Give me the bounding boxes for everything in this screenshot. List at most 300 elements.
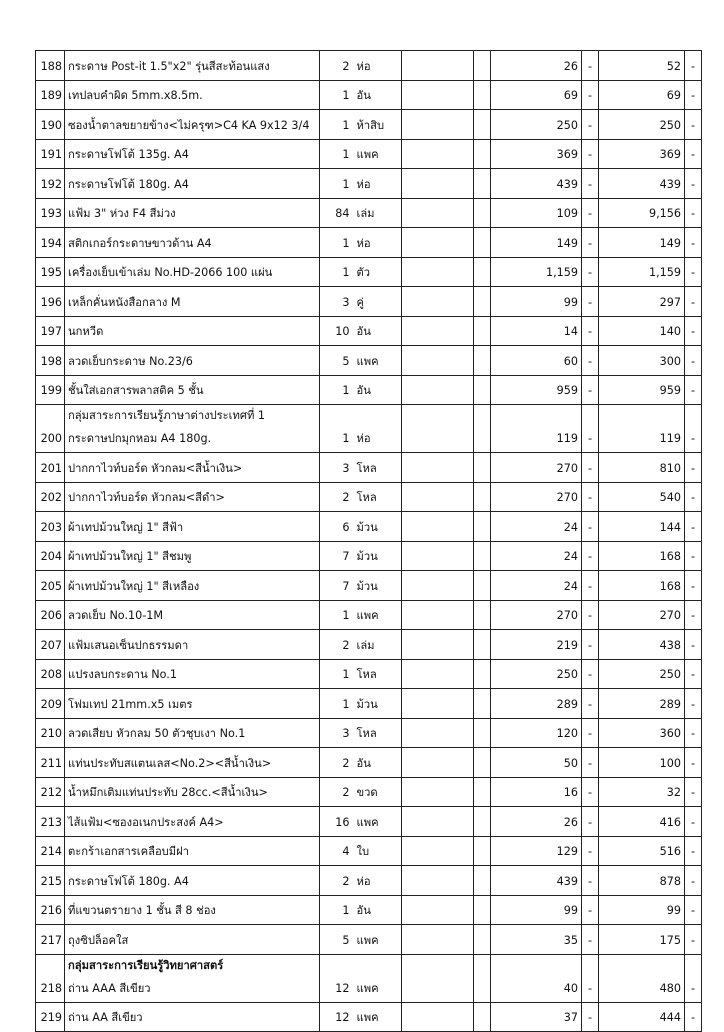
total-satang-cell: - — [685, 718, 702, 748]
quantity-cell: 1 — [320, 405, 354, 453]
unit-cell: แพค — [354, 600, 402, 630]
total-satang-cell: - — [685, 541, 702, 571]
item-description-cell — [65, 571, 320, 601]
empty-cell — [474, 110, 491, 140]
item-description-cell — [65, 228, 320, 258]
unit-price-cell: 270 — [491, 600, 582, 630]
table-row — [36, 600, 702, 630]
unit-price-cell: 16 — [491, 777, 582, 807]
item-number-cell: 204 — [36, 541, 65, 571]
unit-price-cell: 24 — [491, 512, 582, 542]
unit-cell: ตัว — [354, 257, 402, 287]
unit-cell: อัน — [354, 748, 402, 778]
empty-cell — [402, 748, 474, 778]
empty-cell — [474, 375, 491, 405]
total-satang-cell: - — [685, 51, 702, 81]
empty-cell — [474, 80, 491, 110]
table-row — [36, 80, 702, 110]
quantity-cell: 1 — [320, 169, 354, 199]
table-row — [36, 895, 702, 925]
unit-price-cell: 119 — [491, 405, 582, 453]
item-number-cell: 202 — [36, 482, 65, 512]
table-row — [36, 777, 702, 807]
item-description-cell — [65, 718, 320, 748]
item-description: เทปลบคำผิด 5mm.x8.5m. — [68, 89, 203, 102]
item-description-cell — [65, 512, 320, 542]
total-price-cell: 32 — [599, 777, 685, 807]
unit-cell: ห้าสิบ — [354, 110, 402, 140]
total-price-cell: 416 — [599, 807, 685, 837]
total-price-cell: 168 — [599, 571, 685, 601]
items-table — [35, 50, 702, 1032]
unit-cell: ห่อ — [354, 866, 402, 896]
empty-cell — [402, 512, 474, 542]
price-satang-cell: - — [582, 110, 599, 140]
total-price-cell: 175 — [599, 925, 685, 955]
item-description: ชั้นใส่เอกสารพลาสติค 5 ชั้น — [68, 384, 204, 397]
empty-cell — [402, 346, 474, 376]
empty-cell — [474, 198, 491, 228]
item-description-cell — [65, 807, 320, 837]
total-price-cell: 99 — [599, 895, 685, 925]
empty-cell — [474, 571, 491, 601]
price-satang-cell: - — [582, 866, 599, 896]
total-price-cell: 144 — [599, 512, 685, 542]
empty-cell — [402, 600, 474, 630]
table-row — [36, 375, 702, 405]
unit-price-cell: 14 — [491, 316, 582, 346]
table-row — [36, 718, 702, 748]
price-satang-cell: - — [582, 925, 599, 955]
unit-price-cell: 24 — [491, 541, 582, 571]
empty-cell — [474, 287, 491, 317]
unit-cell: แพค — [354, 346, 402, 376]
unit-cell: อัน — [354, 316, 402, 346]
unit-price-cell: 40 — [491, 954, 582, 1002]
price-satang-cell: - — [582, 836, 599, 866]
price-satang-cell: - — [582, 748, 599, 778]
section-heading: กลุ่มสาระการเรียนรู้ภาษาต่างประเทศที่ 1 — [68, 409, 266, 422]
item-description: ปากกาไวท์บอร์ด หัวกลม<สีดำ> — [68, 491, 225, 504]
total-satang-cell: - — [685, 257, 702, 287]
price-satang-cell: - — [582, 689, 599, 719]
table-row — [36, 228, 702, 258]
empty-cell — [474, 866, 491, 896]
unit-cell: ขวด — [354, 777, 402, 807]
price-satang-cell: - — [582, 198, 599, 228]
unit-cell: แพค — [354, 1002, 402, 1032]
total-satang-cell: - — [685, 80, 702, 110]
item-number-cell: 197 — [36, 316, 65, 346]
item-description: แฟ้มเสนอเซ็นปกธรรมดา — [68, 638, 189, 652]
total-satang-cell: - — [685, 198, 702, 228]
unit-cell: ม้วน — [354, 541, 402, 571]
total-price-cell: 480 — [599, 954, 685, 1002]
table-row — [36, 346, 702, 376]
items-table-body — [36, 51, 702, 1032]
item-number-cell: 199 — [36, 375, 65, 405]
unit-price-cell: 24 — [491, 571, 582, 601]
item-description: ถุงซิปล็อคใส — [68, 933, 129, 947]
total-price-cell: 289 — [599, 689, 685, 719]
total-price-cell: 168 — [599, 541, 685, 571]
item-number-cell: 210 — [36, 718, 65, 748]
price-satang-cell: - — [582, 51, 599, 81]
unit-price-cell: 69 — [491, 80, 582, 110]
empty-cell — [402, 895, 474, 925]
total-price-cell: 439 — [599, 169, 685, 199]
price-satang-cell: - — [582, 630, 599, 660]
quantity-cell: 1 — [320, 257, 354, 287]
empty-cell — [474, 954, 491, 1002]
quantity-cell: 2 — [320, 777, 354, 807]
item-description: ไส้แฟ้ม<ซองอเนกประสงค์ A4> — [68, 815, 224, 829]
item-description: แฟ้ม 3" ห่วง F4 สีม่วง — [68, 207, 176, 220]
total-satang-cell: - — [685, 954, 702, 1002]
price-satang-cell: - — [582, 405, 599, 453]
quantity-cell: 2 — [320, 866, 354, 896]
unit-cell: ม้วน — [354, 571, 402, 601]
price-satang-cell: - — [582, 316, 599, 346]
item-description-cell — [65, 287, 320, 317]
item-description-cell — [65, 866, 320, 896]
item-number-cell: 218 — [36, 954, 65, 1002]
unit-price-cell: 35 — [491, 925, 582, 955]
item-number-cell: 189 — [36, 80, 65, 110]
item-description-cell — [65, 925, 320, 955]
total-price-cell: 297 — [599, 287, 685, 317]
item-description: ซองน้ำตาลขยายข้าง<ไม่ครุฑ>C4 KA 9x12 3/4 — [68, 118, 310, 132]
table-row — [36, 512, 702, 542]
empty-cell — [474, 925, 491, 955]
empty-cell — [402, 139, 474, 169]
quantity-cell: 3 — [320, 718, 354, 748]
item-description: ผ้าเทปม้วนใหญ่ 1" สีฟ้า — [68, 520, 184, 534]
item-description-cell — [65, 954, 320, 1002]
empty-cell — [474, 807, 491, 837]
unit-cell: เล่ม — [354, 630, 402, 660]
unit-cell: ห่อ — [354, 405, 402, 453]
item-description: เหล็กคั่นหนังสือกลาง M — [68, 295, 181, 309]
unit-cell: แพค — [354, 139, 402, 169]
table-row — [36, 748, 702, 778]
price-satang-cell: - — [582, 375, 599, 405]
quantity-cell: 1 — [320, 110, 354, 140]
item-description-cell — [65, 895, 320, 925]
item-number-cell: 198 — [36, 346, 65, 376]
empty-cell — [402, 777, 474, 807]
quantity-cell: 10 — [320, 316, 354, 346]
quantity-cell: 1 — [320, 80, 354, 110]
table-row — [36, 571, 702, 601]
total-satang-cell: - — [685, 689, 702, 719]
item-description-cell — [65, 659, 320, 689]
unit-cell: คู่ — [354, 287, 402, 317]
total-satang-cell: - — [685, 659, 702, 689]
unit-price-cell: 270 — [491, 482, 582, 512]
item-number-cell: 203 — [36, 512, 65, 542]
total-satang-cell: - — [685, 287, 702, 317]
unit-cell: ใบ — [354, 836, 402, 866]
table-row — [36, 925, 702, 955]
empty-cell — [474, 630, 491, 660]
item-description-cell — [65, 600, 320, 630]
item-description-cell — [65, 1002, 320, 1032]
unit-cell: ม้วน — [354, 689, 402, 719]
quantity-cell: 12 — [320, 1002, 354, 1032]
item-number-cell: 209 — [36, 689, 65, 719]
item-description: กระดาษปกมุกหอม A4 180g. — [68, 432, 212, 445]
unit-price-cell: 289 — [491, 689, 582, 719]
total-price-cell: 438 — [599, 630, 685, 660]
empty-cell — [474, 600, 491, 630]
empty-cell — [474, 748, 491, 778]
total-satang-cell: - — [685, 748, 702, 778]
item-number-cell: 208 — [36, 659, 65, 689]
unit-price-cell: 26 — [491, 807, 582, 837]
table-row — [36, 866, 702, 896]
item-description-cell — [65, 375, 320, 405]
total-satang-cell: - — [685, 571, 702, 601]
unit-cell: ม้วน — [354, 512, 402, 542]
unit-price-cell: 369 — [491, 139, 582, 169]
item-description: แปรงลบกระดาน No.1 — [68, 668, 177, 681]
empty-cell — [402, 866, 474, 896]
empty-cell — [402, 482, 474, 512]
empty-cell — [474, 512, 491, 542]
unit-price-cell: 120 — [491, 718, 582, 748]
total-satang-cell: - — [685, 169, 702, 199]
empty-cell — [402, 541, 474, 571]
table-row — [36, 139, 702, 169]
empty-cell — [402, 836, 474, 866]
empty-cell — [474, 51, 491, 81]
unit-price-cell: 60 — [491, 346, 582, 376]
total-satang-cell: - — [685, 1002, 702, 1032]
item-description: ตะกร้าเอกสารเคลือบมีฝา — [68, 845, 189, 858]
item-number-cell: 215 — [36, 866, 65, 896]
item-description: ปากกาไวท์บอร์ด หัวกลม<สีน้ำเงิน> — [68, 461, 243, 475]
item-description-cell — [65, 139, 320, 169]
table-row — [36, 954, 702, 1002]
item-number-cell: 200 — [36, 405, 65, 453]
item-description-cell — [65, 80, 320, 110]
total-price-cell: 369 — [599, 139, 685, 169]
unit-price-cell: 99 — [491, 895, 582, 925]
unit-cell: ห่อ — [354, 169, 402, 199]
item-number-cell: 192 — [36, 169, 65, 199]
total-satang-cell: - — [685, 405, 702, 453]
unit-cell: ห่อ — [354, 228, 402, 258]
item-number-cell: 213 — [36, 807, 65, 837]
unit-price-cell: 250 — [491, 659, 582, 689]
item-number-cell: 196 — [36, 287, 65, 317]
unit-price-cell: 149 — [491, 228, 582, 258]
price-satang-cell: - — [582, 453, 599, 483]
item-number-cell: 207 — [36, 630, 65, 660]
item-description: ผ้าเทปม้วนใหญ่ 1" สีเหลือง — [68, 579, 200, 593]
quantity-cell: 1 — [320, 600, 354, 630]
empty-cell — [402, 689, 474, 719]
quantity-cell: 7 — [320, 541, 354, 571]
total-satang-cell: - — [685, 512, 702, 542]
quantity-cell: 3 — [320, 287, 354, 317]
empty-cell — [402, 169, 474, 199]
item-number-cell: 194 — [36, 228, 65, 258]
total-price-cell: 878 — [599, 866, 685, 896]
price-satang-cell: - — [582, 1002, 599, 1032]
total-satang-cell: - — [685, 600, 702, 630]
price-satang-cell: - — [582, 659, 599, 689]
item-number-cell: 188 — [36, 51, 65, 81]
empty-cell — [474, 346, 491, 376]
empty-cell — [474, 139, 491, 169]
total-price-cell: 140 — [599, 316, 685, 346]
price-satang-cell: - — [582, 512, 599, 542]
table-row — [36, 630, 702, 660]
item-number-cell: 212 — [36, 777, 65, 807]
empty-cell — [402, 718, 474, 748]
unit-cell: แพค — [354, 925, 402, 955]
total-satang-cell: - — [685, 630, 702, 660]
unit-cell: แพค — [354, 807, 402, 837]
empty-cell — [402, 316, 474, 346]
quantity-cell: 12 — [320, 954, 354, 1002]
total-satang-cell: - — [685, 228, 702, 258]
quantity-cell: 1 — [320, 228, 354, 258]
unit-cell: โหล — [354, 659, 402, 689]
empty-cell — [402, 198, 474, 228]
item-description: เครื่องเย็บเข้าเล่ม No.HD-2066 100 แผ่น — [68, 266, 273, 279]
unit-cell: โหล — [354, 482, 402, 512]
unit-price-cell: 439 — [491, 866, 582, 896]
item-number-cell: 217 — [36, 925, 65, 955]
empty-cell — [474, 895, 491, 925]
total-price-cell: 250 — [599, 659, 685, 689]
item-description-cell — [65, 748, 320, 778]
total-price-cell: 959 — [599, 375, 685, 405]
table-row — [36, 198, 702, 228]
unit-price-cell: 37 — [491, 1002, 582, 1032]
quantity-cell: 16 — [320, 807, 354, 837]
quantity-cell: 5 — [320, 925, 354, 955]
total-satang-cell: - — [685, 895, 702, 925]
quantity-cell: 3 — [320, 453, 354, 483]
item-description-cell — [65, 51, 320, 81]
total-satang-cell: - — [685, 777, 702, 807]
unit-cell: เล่ม — [354, 198, 402, 228]
item-description-cell — [65, 316, 320, 346]
empty-cell — [402, 257, 474, 287]
item-description-cell — [65, 257, 320, 287]
empty-cell — [402, 659, 474, 689]
quantity-cell: 6 — [320, 512, 354, 542]
procurement-sheet — [35, 50, 701, 1032]
empty-cell — [402, 51, 474, 81]
price-satang-cell: - — [582, 346, 599, 376]
empty-cell — [402, 405, 474, 453]
total-satang-cell: - — [685, 453, 702, 483]
price-satang-cell: - — [582, 80, 599, 110]
empty-cell — [402, 807, 474, 837]
price-satang-cell: - — [582, 169, 599, 199]
table-row — [36, 689, 702, 719]
section-heading: กลุ่มสาระการเรียนรู้วิทยาศาสตร์ — [68, 958, 224, 972]
total-price-cell: 119 — [599, 405, 685, 453]
empty-cell — [474, 405, 491, 453]
quantity-cell: 1 — [320, 689, 354, 719]
item-number-cell: 214 — [36, 836, 65, 866]
unit-price-cell: 109 — [491, 198, 582, 228]
unit-price-cell: 959 — [491, 375, 582, 405]
item-number-cell: 211 — [36, 748, 65, 778]
item-description: กระดาษโฟโต้ 135g. A4 — [68, 148, 189, 161]
unit-price-cell: 129 — [491, 836, 582, 866]
total-price-cell: 444 — [599, 1002, 685, 1032]
item-number-cell: 206 — [36, 600, 65, 630]
price-satang-cell: - — [582, 895, 599, 925]
quantity-cell: 1 — [320, 375, 354, 405]
unit-cell: อัน — [354, 375, 402, 405]
empty-cell — [402, 1002, 474, 1032]
table-row — [36, 110, 702, 140]
unit-price-cell: 219 — [491, 630, 582, 660]
item-description-cell — [65, 453, 320, 483]
item-description-cell — [65, 689, 320, 719]
table-row — [36, 316, 702, 346]
item-description: กระดาษโฟโต้ 180g. A4 — [68, 874, 189, 888]
table-row — [36, 257, 702, 287]
unit-cell: โหล — [354, 718, 402, 748]
empty-cell — [474, 541, 491, 571]
item-description-cell — [65, 198, 320, 228]
empty-cell — [402, 954, 474, 1002]
price-satang-cell: - — [582, 571, 599, 601]
total-price-cell: 540 — [599, 482, 685, 512]
total-price-cell: 270 — [599, 600, 685, 630]
empty-cell — [402, 925, 474, 955]
total-satang-cell: - — [685, 925, 702, 955]
unit-price-cell: 1,159 — [491, 257, 582, 287]
price-satang-cell: - — [582, 777, 599, 807]
item-description-cell — [65, 836, 320, 866]
empty-cell — [474, 777, 491, 807]
item-description: ถ่าน AA สีเขียว — [68, 1011, 143, 1024]
total-price-cell: 516 — [599, 836, 685, 866]
empty-cell — [402, 375, 474, 405]
unit-cell: แพค — [354, 954, 402, 1002]
price-satang-cell: - — [582, 482, 599, 512]
total-satang-cell: - — [685, 866, 702, 896]
total-satang-cell: - — [685, 482, 702, 512]
item-description-cell — [65, 630, 320, 660]
item-description-cell — [65, 346, 320, 376]
empty-cell — [402, 287, 474, 317]
empty-cell — [402, 110, 474, 140]
item-description: ลวดเสียบ หัวกลม 50 ตัวชุบเงา No.1 — [68, 727, 246, 740]
quantity-cell: 1 — [320, 139, 354, 169]
unit-cell: ห่อ — [354, 51, 402, 81]
item-description-cell — [65, 777, 320, 807]
empty-cell — [474, 836, 491, 866]
item-description-cell — [65, 405, 320, 453]
empty-cell — [474, 659, 491, 689]
price-satang-cell: - — [582, 718, 599, 748]
item-number-cell: 193 — [36, 198, 65, 228]
item-number-cell: 191 — [36, 139, 65, 169]
unit-price-cell: 250 — [491, 110, 582, 140]
unit-price-cell: 50 — [491, 748, 582, 778]
